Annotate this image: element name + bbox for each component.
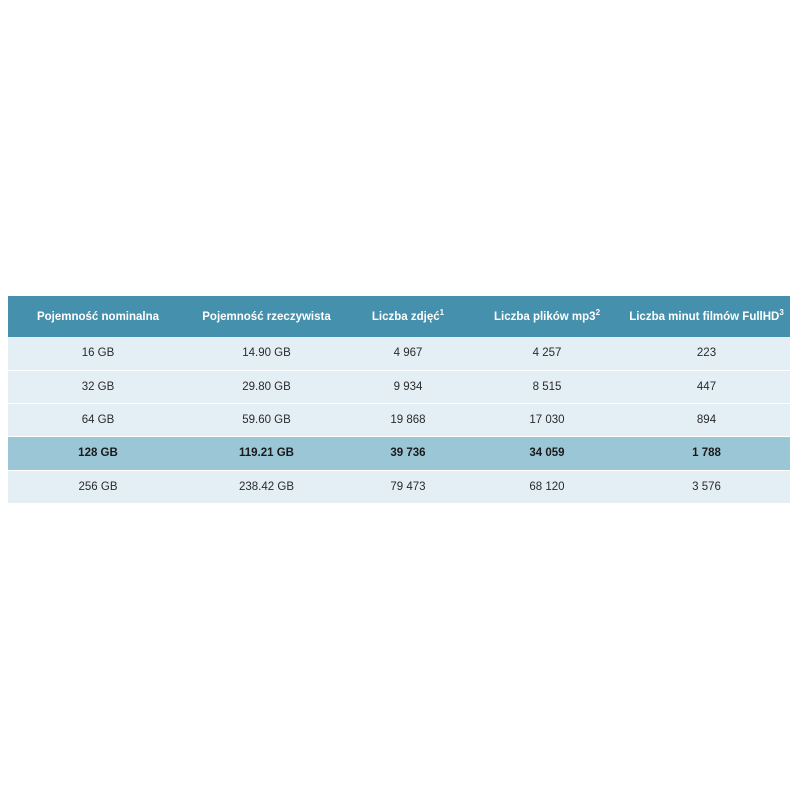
cell-minutes: 447 [696, 380, 717, 393]
cell-photos: 19 868 [390, 413, 426, 426]
footnote-3: 3 [779, 307, 784, 317]
capacity-table [8, 296, 790, 504]
cell-nominal: 64 GB [81, 413, 115, 426]
cell-real: 14.90 GB [242, 347, 291, 360]
cell-nominal: 256 GB [78, 480, 118, 493]
capacity-table-container [8, 296, 790, 504]
table-row [8, 403, 790, 436]
header-real-capacity: Pojemność rzeczywista [202, 310, 331, 323]
table-row [8, 337, 790, 370]
cell-minutes: 1 788 [692, 447, 721, 459]
cell-minutes: 223 [696, 347, 717, 360]
cell-nominal: 128 GB [78, 447, 118, 459]
header-fullhd-minutes: Liczba minut filmów FullHD$^3$ [629, 307, 784, 323]
cell-minutes: 894 [696, 413, 717, 426]
cell-mp3: 8 515 [532, 380, 562, 393]
table-row-highlighted [8, 436, 790, 470]
cell-mp3: 68 120 [529, 480, 565, 493]
footnote-2: 2 [595, 307, 601, 317]
cell-mp3: 34 059 [529, 447, 565, 459]
table-row [8, 370, 790, 403]
table-header-row [8, 296, 790, 337]
cell-photos: 9 934 [393, 380, 423, 393]
cell-real: 29.80 GB [242, 380, 291, 393]
cell-real: 238.42 GB [239, 480, 294, 493]
cell-minutes: 3 576 [692, 480, 721, 493]
header-mp3-count: Liczba plików $mp3^2$ [493, 307, 601, 323]
cell-nominal: 32 GB [81, 380, 115, 393]
cell-nominal: 16 GB [81, 347, 115, 360]
footnote-1: 1 [439, 307, 445, 317]
cell-real: 119.21 GB [239, 447, 294, 459]
table-row [8, 470, 790, 503]
cell-photos: 39 736 [390, 447, 426, 459]
header-nominal-capacity: Pojemność nominalna [36, 310, 160, 323]
cell-real: 59.60 GB [242, 413, 291, 426]
cell-mp3: 17 030 [529, 413, 565, 426]
cell-photos: 79 473 [390, 480, 426, 493]
header-photo-count: Liczba zdjęć$^1$ [371, 307, 445, 323]
cell-photos: 4 967 [393, 347, 423, 360]
cell-mp3: 4 257 [532, 347, 562, 360]
